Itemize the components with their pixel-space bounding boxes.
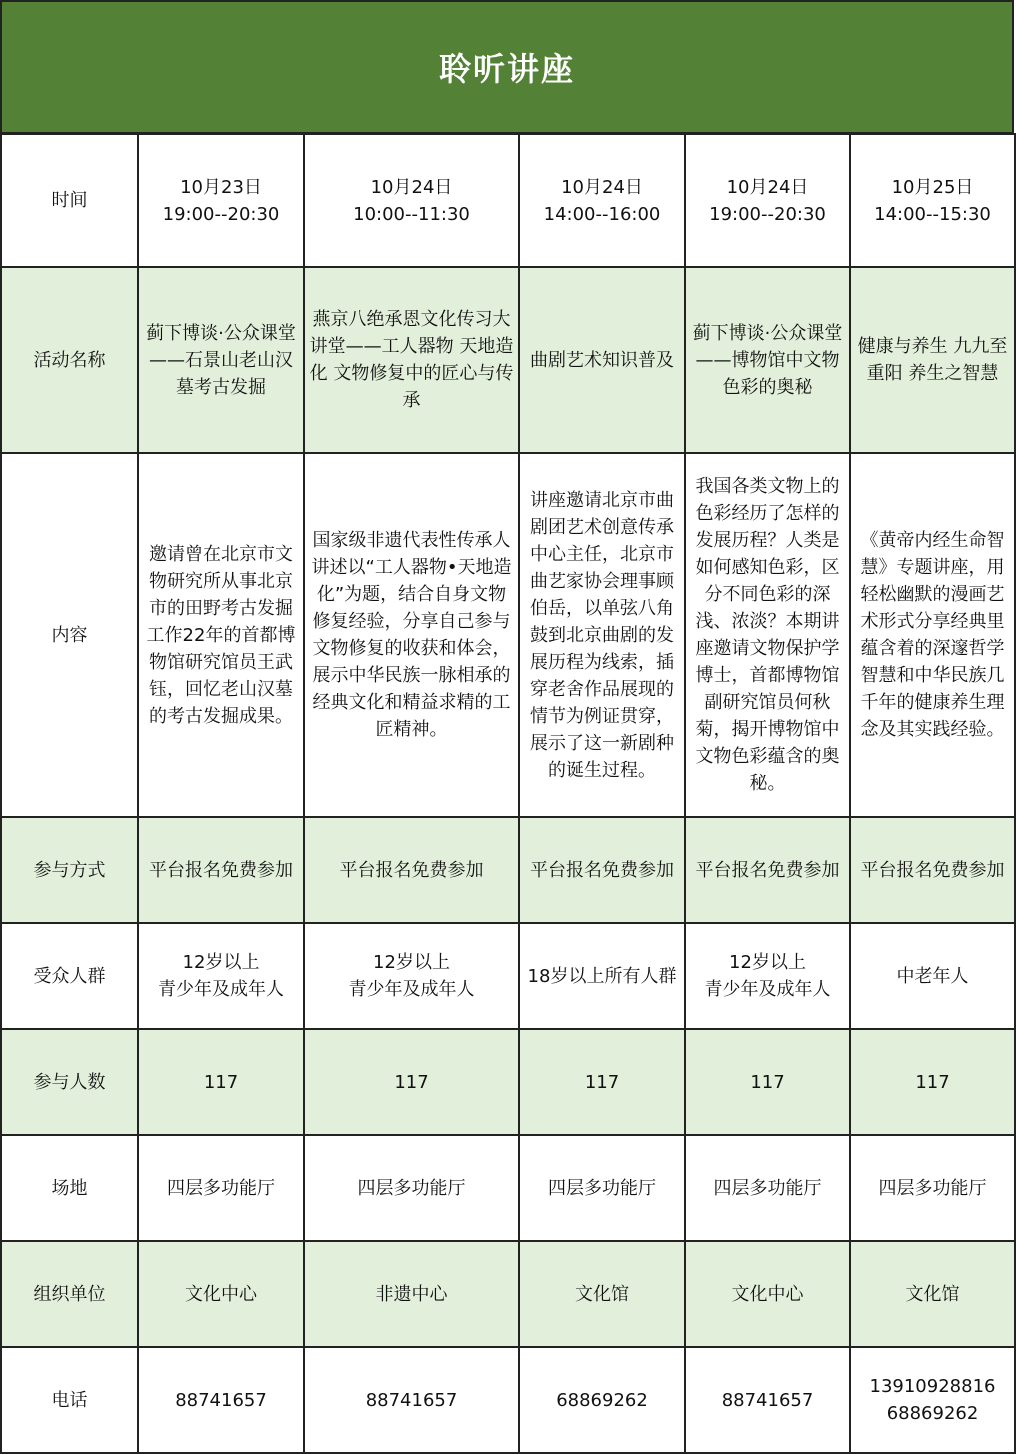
phone-number: 68869262 xyxy=(886,1403,979,1424)
activity-name-cell: 蓟下博谈·公众课堂——石景山老山汉墓考古发掘 xyxy=(138,267,304,453)
audience-cell xyxy=(850,923,1015,1029)
audience-age: 12岁以上 xyxy=(729,952,806,973)
attendance-cell: 117 xyxy=(519,1029,685,1135)
phone-number: 68869262 xyxy=(556,1389,648,1411)
phone-number: 88741657 xyxy=(365,1389,458,1411)
activity-name-cell: 健康与养生 九九至重阳 养生之智慧 xyxy=(850,267,1015,453)
row-label-organizer: 组织单位 xyxy=(1,1241,138,1347)
participation-mode-cell: 平台报名免费参加 xyxy=(850,817,1015,923)
audience-cell xyxy=(304,923,519,1029)
row-label-content: 内容 xyxy=(1,453,138,817)
row-participation-mode xyxy=(1,817,1015,923)
phone-cell xyxy=(304,1347,519,1453)
phone-number: 88741657 xyxy=(175,1389,267,1411)
attendance-cell: 117 xyxy=(685,1029,850,1135)
activity-name-cell: 蓟下博谈·公众课堂——博物馆中文物色彩的奥秘 xyxy=(685,267,850,453)
organizer-cell: 文化馆 xyxy=(519,1241,685,1347)
audience-age: 12岁以上 xyxy=(182,952,260,973)
row-organizer xyxy=(1,1241,1015,1347)
venue-cell: 四层多功能厅 xyxy=(304,1135,519,1241)
venue-cell: 四层多功能厅 xyxy=(685,1135,850,1241)
audience-cell xyxy=(519,923,685,1029)
row-label-time: 时间 xyxy=(1,134,138,267)
attendance-cell: 117 xyxy=(850,1029,1015,1135)
venue-cell: 四层多功能厅 xyxy=(519,1135,685,1241)
audience-age: 中老年人 xyxy=(896,965,969,987)
time-cell xyxy=(138,134,304,267)
date-text: 10月24日 xyxy=(370,176,453,198)
content-cell: 我国各类文物上的色彩经历了怎样的发展历程？人类是如何感知色彩，区分不同色彩的深浅、浓淡？本期讲座邀请文物保护学博士，首都博物馆副研究馆员何秋菊，揭开博物馆中文物色彩蕴含的奥秘。 xyxy=(685,453,850,817)
time-cell xyxy=(850,134,1015,267)
venue-cell: 四层多功能厅 xyxy=(138,1135,304,1241)
page-title: 聆听讲座 xyxy=(0,0,1014,134)
schedule-table xyxy=(0,133,1016,1454)
time-text: 14:00--15:30 xyxy=(874,203,991,225)
row-label-phone: 电话 xyxy=(1,1347,138,1453)
date-text: 10月24日 xyxy=(726,176,809,198)
organizer-cell: 文化中心 xyxy=(138,1241,304,1347)
row-phone xyxy=(1,1347,1015,1453)
participation-mode-cell: 平台报名免费参加 xyxy=(685,817,850,923)
phone-cell xyxy=(850,1347,1015,1453)
content-cell: 邀请曾在北京市文物研究所从事北京市的田野考古发掘工作22年的首都博物馆研究馆员王武钰，回忆老山汉墓的考古发掘成果。 xyxy=(138,453,304,817)
phone-cell xyxy=(138,1347,304,1453)
content-cell: 《黄帝内经生命智慧》专题讲座，用轻松幽默的漫画艺术形式分享经典里蕴含着的深邃哲学智慧和中华民族几千年的健康养生理念及其实践经验。 xyxy=(850,453,1015,817)
attendance-cell: 117 xyxy=(138,1029,304,1135)
organizer-cell: 文化中心 xyxy=(685,1241,850,1347)
time-text: 10:00--11:30 xyxy=(353,203,470,225)
date-text: 10月25日 xyxy=(891,176,974,198)
date-text: 10月23日 xyxy=(180,176,262,198)
phone-number: 13910928816 xyxy=(869,1376,996,1397)
row-label-participation-mode: 参与方式 xyxy=(1,817,138,923)
attendance-cell: 117 xyxy=(304,1029,519,1135)
time-text: 19:00--20:30 xyxy=(709,203,826,225)
time-text: 14:00--16:00 xyxy=(543,203,661,225)
row-label-audience: 受众人群 xyxy=(1,923,138,1029)
date-text: 10月24日 xyxy=(561,176,643,198)
audience-group: 青少年及成年人 xyxy=(704,979,831,1000)
audience-age: 18岁以上所有人群 xyxy=(527,965,677,987)
audience-cell xyxy=(685,923,850,1029)
audience-group: 青少年及成年人 xyxy=(158,979,284,1000)
phone-number: 88741657 xyxy=(721,1389,814,1411)
participation-mode-cell: 平台报名免费参加 xyxy=(519,817,685,923)
audience-cell xyxy=(138,923,304,1029)
organizer-cell: 非遗中心 xyxy=(304,1241,519,1347)
audience-age: 12岁以上 xyxy=(373,952,450,973)
content-cell: 国家级非遗代表性传承人讲述以“工人器物•天地造化”为题，结合自身文物修复经验，分享自己参与文物修复的收获和体会，展示中华民族一脉相承的经典文化和精益求精的工匠精神。 xyxy=(304,453,519,817)
time-cell xyxy=(519,134,685,267)
row-attendance xyxy=(1,1029,1015,1135)
row-label-venue: 场地 xyxy=(1,1135,138,1241)
activity-name-cell: 曲剧艺术知识普及 xyxy=(519,267,685,453)
participation-mode-cell: 平台报名免费参加 xyxy=(138,817,304,923)
participation-mode-cell: 平台报名免费参加 xyxy=(304,817,519,923)
audience-group: 青少年及成年人 xyxy=(348,979,475,1000)
time-cell xyxy=(685,134,850,267)
row-audience xyxy=(1,923,1015,1029)
phone-cell xyxy=(519,1347,685,1453)
phone-cell xyxy=(685,1347,850,1453)
row-venue xyxy=(1,1135,1015,1241)
venue-cell: 四层多功能厅 xyxy=(850,1135,1015,1241)
row-content xyxy=(1,453,1015,817)
activity-name-cell: 燕京八绝承恩文化传习大讲堂——工人器物 天地造化 文物修复中的匠心与传承 xyxy=(304,267,519,453)
content-cell: 讲座邀请北京市曲剧团艺术创意传承中心主任，北京市曲艺家协会理事顾伯岳，以单弦八角鼓到北京曲剧的发展历程为线索，插穿老舍作品展现的情节为例证贯穿，展示了这一新剧种的诞生过程。 xyxy=(519,453,685,817)
row-time xyxy=(1,134,1015,267)
row-activity-name xyxy=(1,267,1015,453)
row-label-attendance: 参与人数 xyxy=(1,1029,138,1135)
organizer-cell: 文化馆 xyxy=(850,1241,1015,1347)
time-text: 19:00--20:30 xyxy=(162,203,280,225)
row-label-activity-name: 活动名称 xyxy=(1,267,138,453)
time-cell xyxy=(304,134,519,267)
